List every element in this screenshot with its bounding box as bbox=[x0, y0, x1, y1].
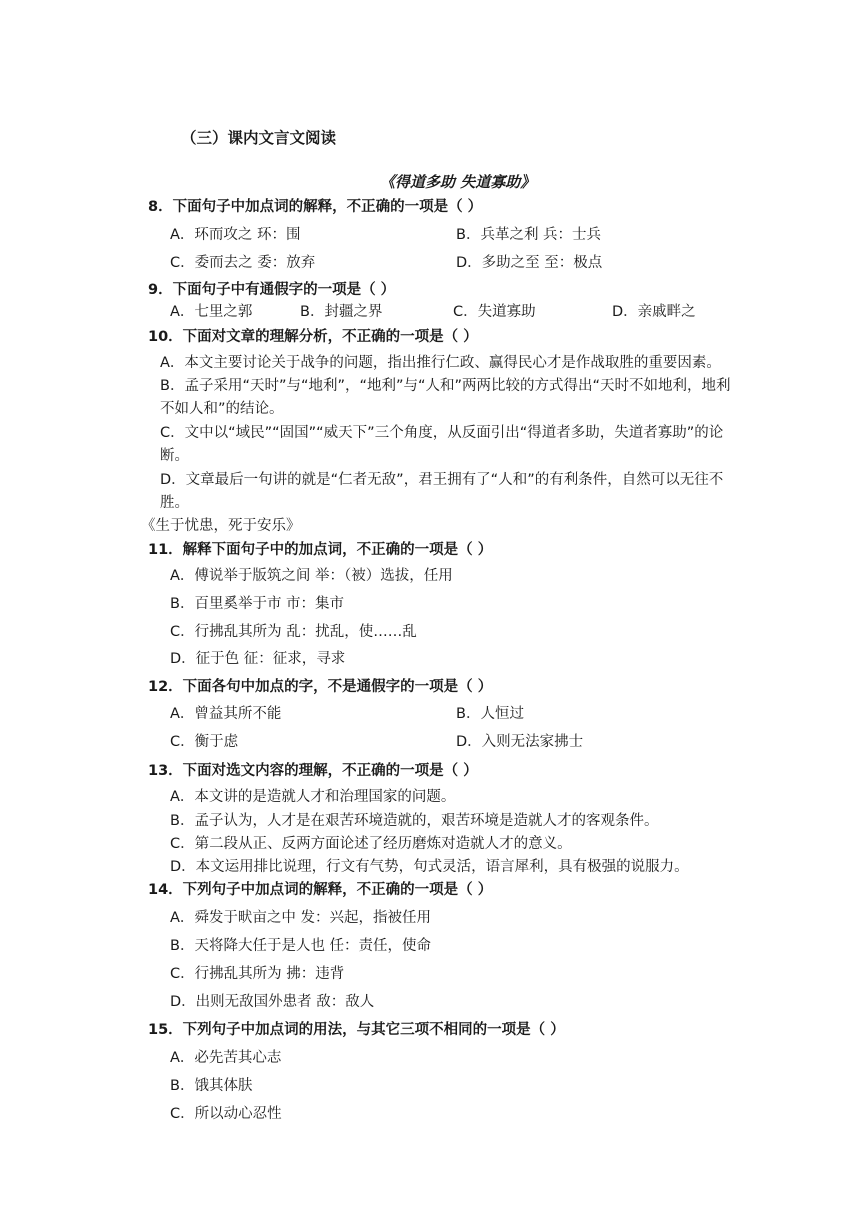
question-9-option-c: C．失道寡助 bbox=[453, 304, 536, 320]
question-13-option-d: D．本文运用排比说理，行文有气势，句式灵活，语言犀利，具有极强的说服力。 bbox=[170, 859, 689, 875]
question-14-option-d: D．出则无敌国外患者 敌：敌人 bbox=[170, 994, 375, 1010]
question-8-option-b: B．兵革之利 兵：士兵 bbox=[456, 227, 602, 243]
question-14-option-a: A．舜发于畎亩之中 发：兴起，指被任用 bbox=[170, 910, 432, 926]
passage-title-1: 《得道多助 失道寡助》 bbox=[380, 173, 536, 191]
question-8-stem: 8．下面句子中加点词的解释，不正确的一项是（ ） bbox=[148, 199, 483, 215]
section-heading: （三）课内文言文阅读 bbox=[181, 128, 337, 147]
question-15-option-a: A．必先苦其心志 bbox=[170, 1050, 282, 1066]
passage-title-2: 《生于忧患，死于安乐》 bbox=[141, 518, 301, 534]
question-12-option-d: D．入则无法家拂士 bbox=[456, 734, 584, 750]
question-10-option-c-line1: C．文中以“域民”“固国”“威天下”三个角度，从反面引出“得道者多助，失道者寡助”的论 bbox=[160, 425, 724, 441]
question-10-option-c-line2: 断。 bbox=[160, 448, 189, 464]
question-11-option-d: D．征于色 征：征求，寻求 bbox=[170, 651, 346, 667]
question-12-option-c: C．衡于虑 bbox=[170, 734, 239, 750]
question-10-option-d-line2: 胜。 bbox=[160, 495, 189, 511]
question-14-option-c: C．行拂乱其所为 拂：违背 bbox=[170, 966, 345, 982]
question-9-stem: 9．下面句子中有通假字的一项是（ ） bbox=[148, 282, 396, 298]
question-15-stem: 15．下列句子中加点词的用法，与其它三项不相同的一项是（ ） bbox=[148, 1022, 565, 1038]
question-10-option-a: A．本文主要讨论关于战争的问题，指出推行仁政、赢得民心才是作战取胜的重要因素。 bbox=[160, 355, 721, 371]
question-8-option-d: D．多助之至 至：极点 bbox=[456, 255, 603, 271]
question-11-option-b: B．百里奚举于市 市：集市 bbox=[170, 596, 345, 612]
question-11-option-c: C．行拂乱其所为 乱：扰乱，使……乱 bbox=[170, 624, 417, 640]
question-10-option-b-line1: B．孟子采用“天时”与“地利”，“地利”与“人和”两两比较的方式得出“天时不如地利，地利 bbox=[160, 378, 731, 394]
question-15-option-b: B．饿其体肤 bbox=[170, 1078, 253, 1094]
question-10-option-d-line1: D．文章最后一句讲的就是“仁者无敌”，君王拥有了“人和”的有利条件，自然可以无往不 bbox=[160, 472, 724, 488]
question-12-stem: 12．下面各句中加点的字，不是通假字的一项是（ ） bbox=[148, 679, 493, 695]
question-12-option-a: A．曾益其所不能 bbox=[170, 706, 282, 722]
question-11-stem: 11．解释下面句子中的加点词，不正确的一项是（ ） bbox=[148, 542, 493, 558]
question-14-option-b: B．天将降大任于是人也 任：责任，使命 bbox=[170, 938, 432, 954]
question-13-option-b: B．孟子认为，人才是在艰苦环境造就的，艰苦环境是造就人才的客观条件。 bbox=[170, 813, 659, 829]
question-10-stem: 10．下面对文章的理解分析，不正确的一项是（ ） bbox=[148, 329, 478, 345]
question-10-option-b-line2: 不如人和”的结论。 bbox=[160, 401, 284, 417]
question-9-option-b: B．封疆之界 bbox=[300, 304, 383, 320]
question-12-option-b: B．人恒过 bbox=[456, 706, 524, 722]
question-13-option-a: A．本文讲的是造就人才和治理国家的问题。 bbox=[170, 789, 456, 805]
question-8-option-c: C．委而去之 委：放弃 bbox=[170, 255, 316, 271]
question-9-option-a: A．七里之郭 bbox=[170, 304, 253, 320]
question-13-stem: 13．下面对选文内容的理解，不正确的一项是（ ） bbox=[148, 763, 478, 779]
question-13-option-c: C．第二段从正、反两方面论述了经历磨炼对造就人才的意义。 bbox=[170, 836, 572, 852]
question-11-option-a: A．傅说举于版筑之间 举：（被）选拔，任用 bbox=[170, 568, 453, 584]
question-8-option-a: A．环而攻之 环：围 bbox=[170, 227, 301, 243]
question-9-option-d: D．亲戚畔之 bbox=[612, 304, 696, 320]
question-15-option-c: C．所以动心忍性 bbox=[170, 1106, 282, 1122]
question-14-stem: 14．下列句子中加点词的解释，不正确的一项是（ ） bbox=[148, 882, 493, 898]
